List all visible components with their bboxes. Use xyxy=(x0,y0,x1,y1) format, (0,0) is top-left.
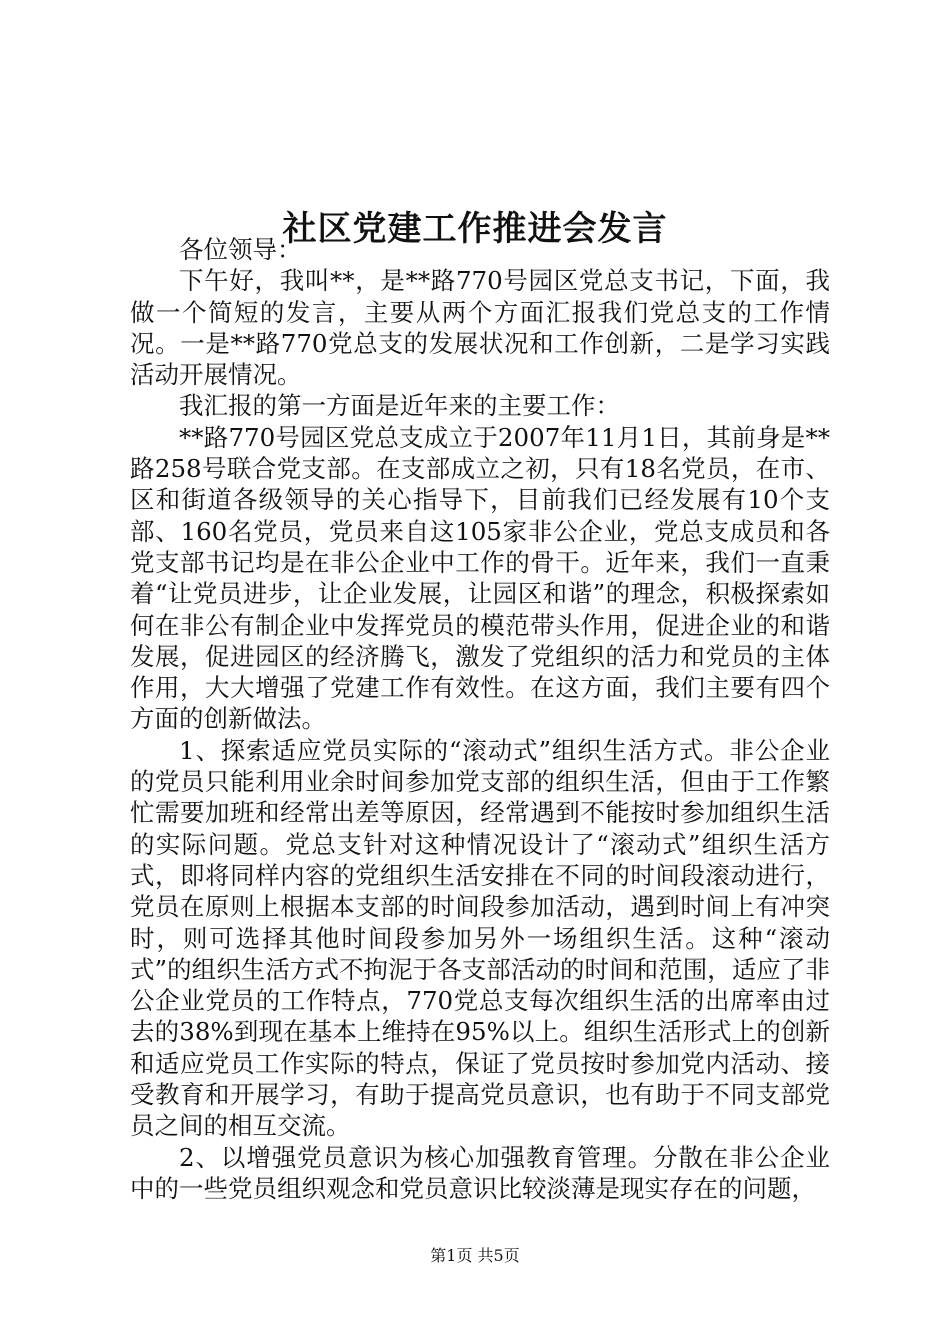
paragraph-background: **路770号园区党总支成立于2007年11月1日，其前身是**路258号联合党支部。在支部成立之初，只有18名党员，在市、区和街道各级领导的关心指导下，目前我们已经发展有10个支部、160名党员，党员来自这105家非公企业，党总支成员和各党支部书记均是在非公企业中工作的骨干。近年来，我们一直秉着“让党员进步，让企业发展，让园区和谐”的理念，积极探索如何在非公有制企业中发挥党员的模范带头作用，促进企业的和谐发展，促进园区的经济腾飞，激发了党组织的活力和党员的主体作用，大大增强了党建工作有效性。在这方面，我们主要有四个方面的创新做法。 xyxy=(130,422,830,734)
paragraph-greeting: 各位领导： xyxy=(179,235,302,264)
paragraph-section-lead: 我汇报的第一方面是近年来的主要工作： xyxy=(179,391,620,421)
paragraph-intro: 下午好，我叫**，是**路770号园区党总支书记，下面，我做一个简短的发言，主要从两个方面汇报我们党总支的工作情况。一是**路770党总支的发展状况和工作创新，二是学习实践活动开展情况。 xyxy=(130,266,830,390)
page-footer: 第1页 共5页 xyxy=(430,1246,520,1265)
paragraph-item-2: 2、以增强党员意识为核心加强教育管理。分散在非公企业中的一些党员组织观念和党员意识比较淡薄是现实存在的问题， xyxy=(130,1142,830,1203)
document-body xyxy=(130,234,830,1204)
document-title: 社区党建工作推进会发言 xyxy=(282,208,668,249)
paragraph-item-1: 1、探索适应党员实际的“滚动式”组织生活方式。非公企业的党员只能利用业余时间参加党支部的组织生活，但由于工作繁忙需要加班和经常出差等原因，经常遇到不能按时参加组织生活的实际问题。党总支针对这种情况设计了“滚动式”组织生活方式，即将同样内容的党组织生活安排在不同的时间段滚动进行，党员在原则上根据本支部的时间段参加活动，遇到时间上有冲突时，则可选择其他时间段参加另外一场组织生活。这种“滚动式”的组织生活方式不拘泥于各支部活动的时间和范围，适应了非公企业党员的工作特点，770党总支每次组织生活的出席率由过去的38%到现在基本上维持在95%以上。组织生活形式上的创新和适应党员工作实际的特点，保证了党员按时参加党内活动、接受教育和开展学习，有助于提高党员意识，也有助于不同支部党员之间的相互交流。 xyxy=(130,735,830,1141)
